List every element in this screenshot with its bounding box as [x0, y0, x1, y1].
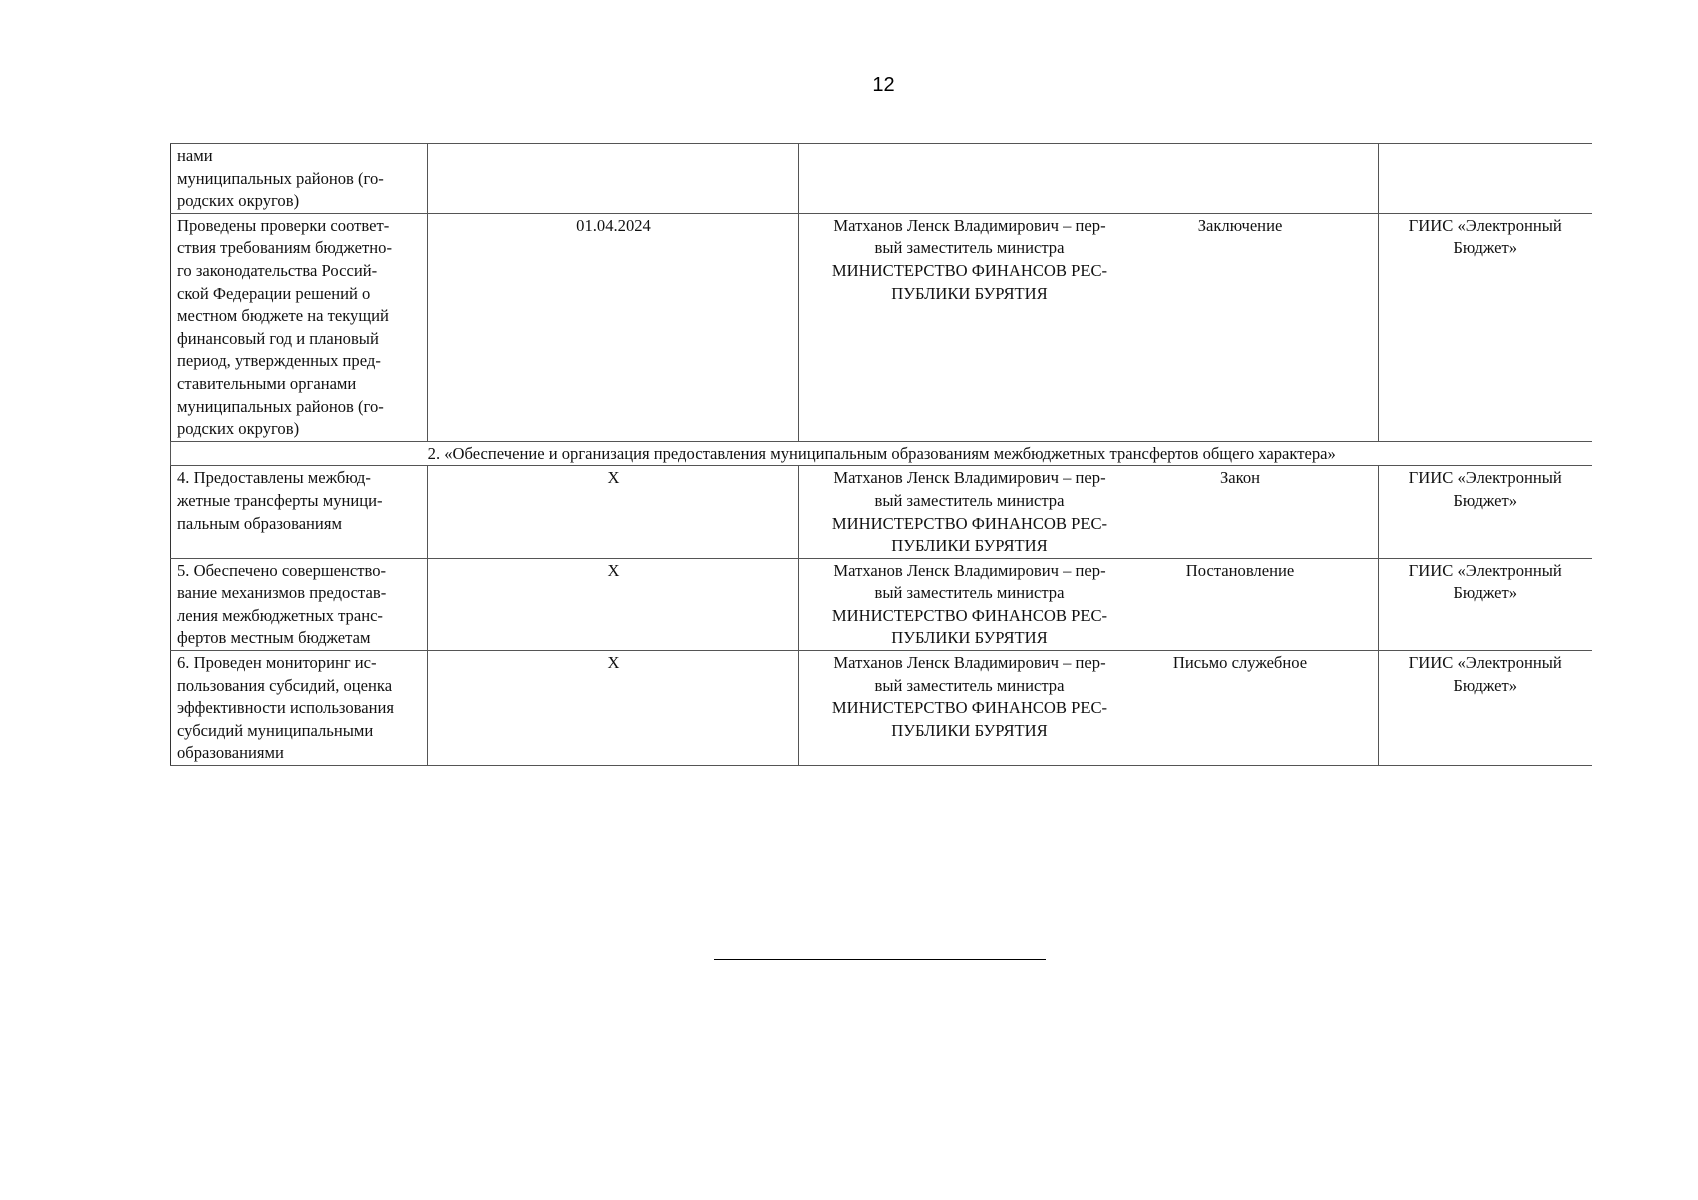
date-text: Х — [607, 560, 620, 580]
result-text: Проведены проверки соответ- ствия требованиям бюджетно- го законодательства Россий- ской Федерации решений о местном бюджете на текущий финансовый год и плановый период, утвержденных пред- ставительными органами муниципальных районов (го- родских округов) — [177, 215, 392, 439]
system-cell — [1379, 558, 1592, 650]
result-cell — [171, 466, 428, 558]
result-text: 5. Обеспечено совершенство- вание механизмов предостав- ления межбюджетных транс- фертов местным бюджетам — [177, 560, 387, 648]
doc-type: Закон — [1219, 468, 1261, 488]
footer-divider — [714, 959, 1046, 960]
system-cell — [1379, 466, 1592, 558]
table-row — [171, 213, 1592, 441]
system-cell — [1379, 213, 1592, 441]
system-text: ГИИС «Электронный Бюджет» — [1408, 215, 1562, 258]
responsible-org: МИНИСТЕРСТВО ФИНАНСОВ РЕС- ПУБЛИКИ БУРЯТИЯ — [831, 698, 1108, 740]
result-text: 4. Предоставлены межбюд- жетные трансферты муници- пальным образованиям — [177, 468, 383, 533]
responsible-cell — [799, 651, 1379, 766]
doc-type: Заключение — [1197, 215, 1283, 235]
doc-type: Письмо служебное — [1172, 653, 1308, 673]
table-row — [171, 651, 1592, 766]
table-row — [171, 144, 1592, 214]
system-cell — [1379, 144, 1592, 214]
section-heading-row — [171, 441, 1592, 466]
page-number: 12 — [872, 74, 895, 96]
result-cell — [171, 651, 428, 766]
date-text: 01.04.2024 — [576, 215, 651, 235]
date-cell — [428, 558, 799, 650]
result-text: 6. Проведен мониторинг ис- пользования субсидий, оценка эффективности использования субсидий муниципальными образованиями — [177, 653, 395, 763]
result-cell — [171, 144, 428, 214]
date-cell — [428, 651, 799, 766]
plan-table — [170, 143, 1592, 766]
result-cell — [171, 213, 428, 441]
date-text: Х — [607, 653, 620, 673]
result-text: нами муниципальных районов (го- родских округов) — [177, 146, 384, 211]
date-cell — [428, 144, 799, 214]
responsible-name: Матханов Ленск Владимирович – пер- вый заместитель министра — [833, 653, 1106, 695]
date-cell — [428, 466, 799, 558]
section-heading: 2. «Обеспечение и организация предоставления муниципальным образованиям межбюджетных трансфертов общего характера» — [171, 441, 1592, 466]
system-text: ГИИС «Электронный Бюджет» — [1408, 468, 1562, 510]
responsible-org: МИНИСТЕРСТВО ФИНАНСОВ РЕС- ПУБЛИКИ БУРЯТИЯ — [831, 513, 1108, 556]
date-cell — [428, 213, 799, 441]
responsible-name: Матханов Ленск Владимирович – пер- вый заместитель министра — [833, 215, 1106, 258]
responsible-cell — [799, 144, 1379, 214]
result-cell — [171, 558, 428, 650]
responsible-name: Матханов Ленск Владимирович – пер- вый заместитель министра — [833, 560, 1106, 603]
responsible-org: МИНИСТЕРСТВО ФИНАНСОВ РЕС- ПУБЛИКИ БУРЯТИЯ — [831, 605, 1108, 648]
table-row — [171, 558, 1592, 650]
responsible-cell — [799, 213, 1379, 441]
doc-type: Постановление — [1185, 560, 1295, 580]
responsible-cell — [799, 558, 1379, 650]
responsible-name: Матханов Ленск Владимирович – пер- вый заместитель министра — [833, 468, 1106, 510]
system-text: ГИИС «Электронный Бюджет» — [1408, 560, 1562, 603]
system-cell — [1379, 651, 1592, 766]
responsible-org: МИНИСТЕРСТВО ФИНАНСОВ РЕС- ПУБЛИКИ БУРЯТИЯ — [831, 260, 1108, 303]
system-text: ГИИС «Электронный Бюджет» — [1408, 653, 1562, 695]
responsible-cell — [799, 466, 1379, 558]
date-text: Х — [607, 468, 620, 488]
table-row — [171, 466, 1592, 558]
